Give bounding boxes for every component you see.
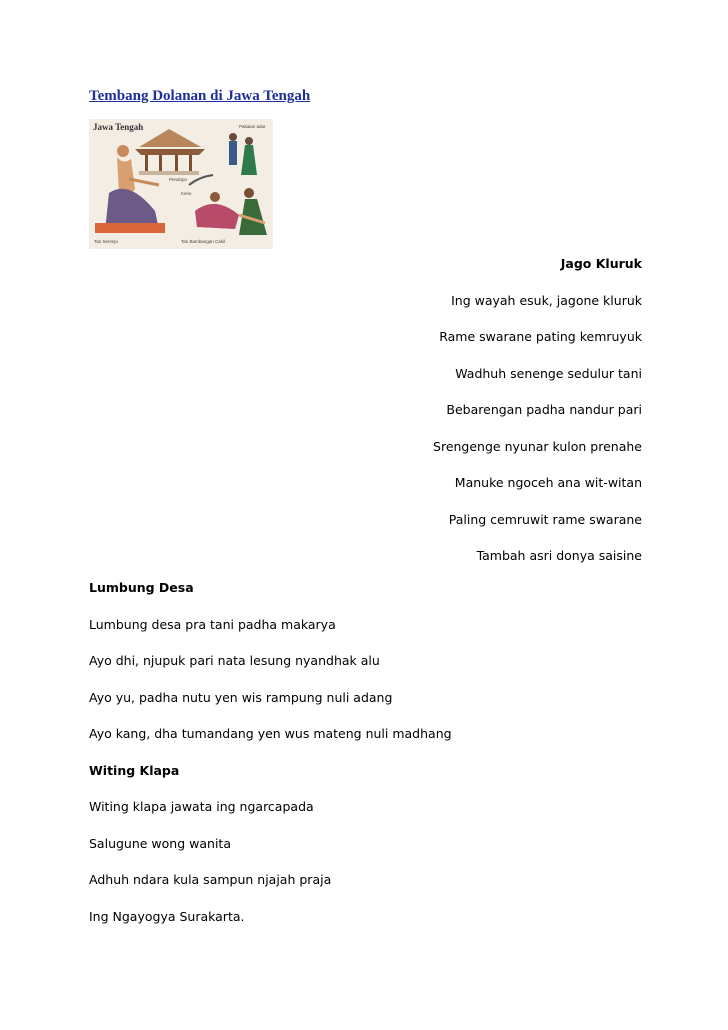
illustration-label-middle: Keris — [181, 191, 192, 196]
illustration-label-top: Pendopo — [169, 177, 188, 182]
jago-kluruk-poem — [433, 256, 642, 585]
left-songs — [89, 580, 452, 945]
song-line: Ayo dhi, njupuk pari nata lesung nyandhak alu — [89, 653, 380, 668]
song-line: Ayo yu, padha nutu yen wis rampung nuli adang — [89, 689, 393, 705]
poem-line: Manuke ngoceh ana wit-witan — [454, 475, 642, 490]
song-line: Lumbung desa pra tani padha makarya — [89, 616, 336, 632]
poem-line: Ing wayah esuk, jagone kluruk — [451, 292, 642, 308]
illustration-region-label: Jawa Tengah — [93, 122, 144, 132]
poem-line: Paling cemruwit rame swarane — [448, 511, 642, 527]
poem-line: Wadhuh senenge sedulur tani — [455, 365, 642, 381]
illustration-label-bottom-left: Tari Serimpi — [94, 239, 118, 244]
poem-title: Jago Kluruk — [560, 256, 642, 271]
illustration-label-right: Pakaian adat — [239, 124, 266, 129]
song-line: Salugune wong wanita — [89, 835, 231, 851]
song-line: Witing klapa jawata ing ngarcapada — [89, 799, 314, 814]
poem-line: Bebarengan padha nandur pari — [446, 402, 642, 417]
song-title-witing-klapa: Witing Klapa — [89, 762, 180, 778]
poem-line: Srengenge nyunar kulon prenahe — [433, 438, 642, 454]
song-line: Adhuh ndara kula sampun njajah praja — [89, 872, 332, 887]
song-line: Ing Ngayogya Surakarta. — [89, 908, 245, 924]
poem-line: Tambah asri donya saisine — [476, 548, 642, 563]
poem-line: Rame swarane pating kemruyuk — [439, 329, 642, 344]
illustration-label-bottom-right: Tari Bambangan Cakil — [181, 239, 226, 244]
page-title[interactable]: Tembang Dolanan di Jawa Tengah — [89, 88, 311, 104]
song-line: Ayo kang, dha tumandang yen wus mateng nuli madhang — [89, 726, 452, 741]
song-title-lumbung-desa: Lumbung Desa — [89, 580, 194, 595]
central-java-illustration — [89, 119, 273, 249]
